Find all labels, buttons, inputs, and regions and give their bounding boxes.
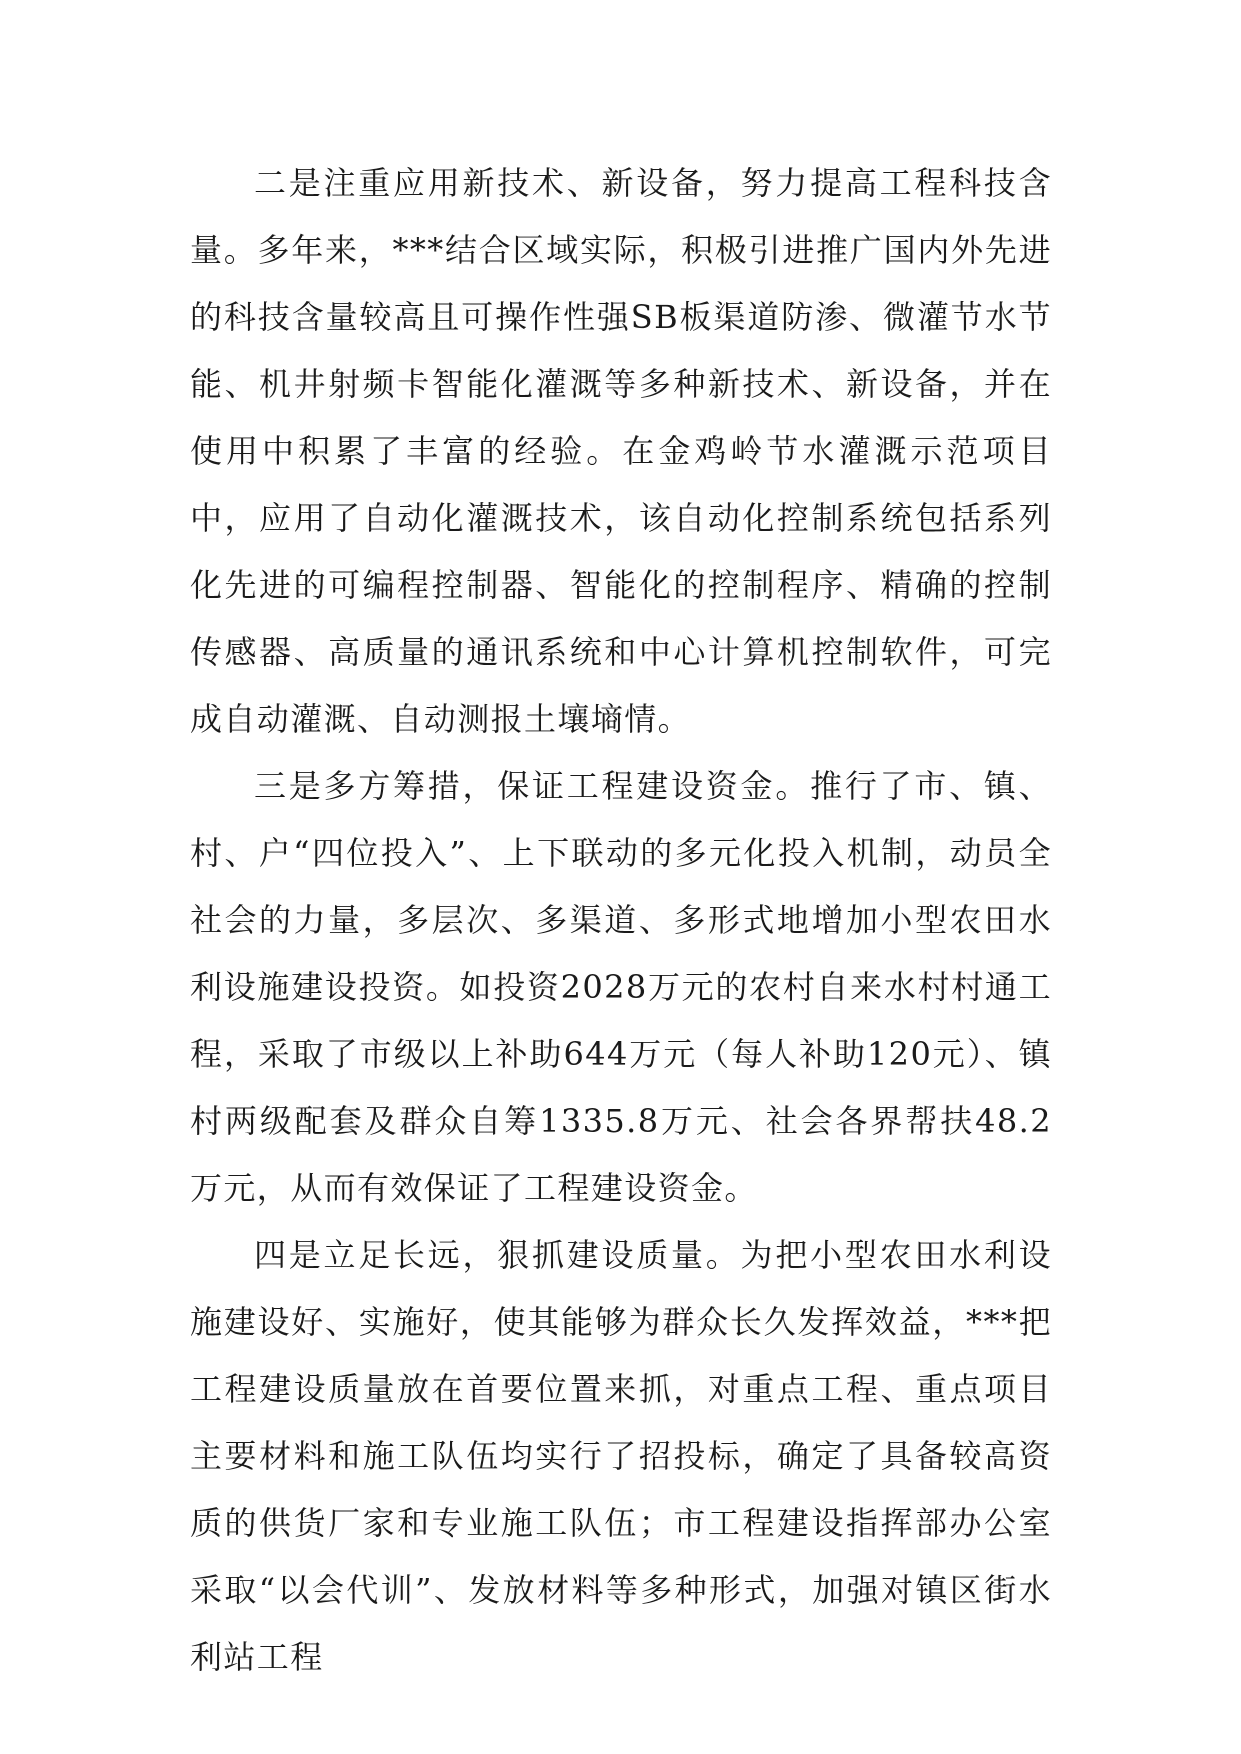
paragraph-quality: 四是立足长远，狠抓建设质量。为把小型农田水利设施建设好、实施好，使其能够为群众长久发挥效益，***把工程建设质量放在首要位置来抓，对重点工程、重点项目主要材料和施工队伍均实行了招投标，确定了具备较高资质的供货厂家和专业施工队伍；市工程建设指挥部办公室采取“以会代训”、发放材料等多种形式，加强对镇区街水利站工程 xyxy=(190,1236,1052,1676)
document-body xyxy=(190,150,1052,1691)
paragraph-new-technology: 二是注重应用新技术、新设备，努力提高工程科技含量。多年来，***结合区域实际，积极引进推广国内外先进的科技含量较高且可操作性强SB板渠道防渗、微灌节水节能、机井射频卡智能化灌溉等多种新技术、新设备，并在使用中积累了丰富的经验。在金鸡岭节水灌溉示范项目中，应用了自动化灌溉技术，该自动化控制系统包括系列化先进的可编程控制器、智能化的控制程序、精确的控制传感器、高质量的通讯系统和中心计算机控制软件，可完成自动灌溉、自动测报土壤墒情。 xyxy=(190,164,1052,738)
paragraph-funding: 三是多方筹措，保证工程建设资金。推行了市、镇、村、户“四位投入”、上下联动的多元化投入机制，动员全社会的力量，多层次、多渠道、多形式地增加小型农田水利设施建设投资。如投资2028万元的农村自来水村村通工程，采取了市级以上补助644万元（每人补助120元）、镇村两级配套及群众自筹1335.8万元、社会各界帮扶48.2万元，从而有效保证了工程建设资金。 xyxy=(190,767,1052,1207)
